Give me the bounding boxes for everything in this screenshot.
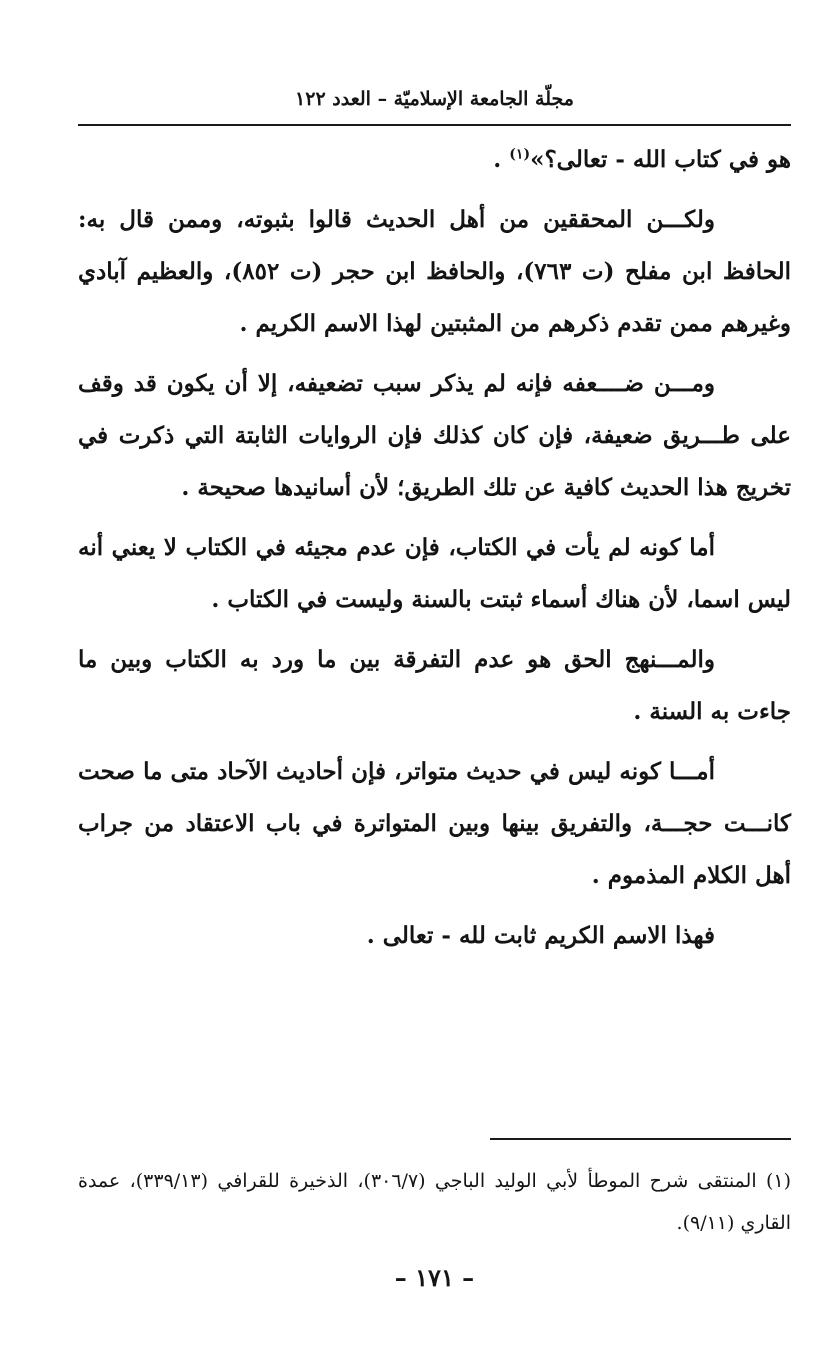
paragraph-5: والمـــنهج الحق هو عدم التفرقة بين ما ورد به الكتاب وبين ما جاءت به السنة . xyxy=(78,646,791,725)
paragraph-4: أما كونه لم يأت في الكتاب، فإن عدم مجيئه في الكتاب لا يعني أنه ليس اسما، لأن هناك أسماء ثبتت بالسنة وليست في الكتاب . xyxy=(78,534,791,613)
paragraph-7: فهذا الاسم الكريم ثابت لله - تعالى . xyxy=(366,922,715,949)
paragraph-3: ومـــن ضــــعفه فإنه لم يذكر سبب تضعيفه، إلا أن يكون قد وقف على طـــريق ضعيفة، فإن كان كذلك فإن الروايات الثابتة التي ذكرت في تخريج هذا الحديث كافية عن تلك الطريق؛ لأن أسانيدها صحيحة . xyxy=(78,370,791,501)
paragraph-1-text: هو في كتاب الله - تعالى؟» xyxy=(530,146,791,173)
paragraph-6: أمـــا كونه ليس في حديث متواتر، فإن أحاديث الآحاد متى ما صحت كانـــت حجـــة، والتفريق بينها وبين المتواترة في باب الاعتقاد من جراب أهل الكلام المذموم . xyxy=(78,758,791,889)
header-rule xyxy=(78,124,791,126)
page-number: – ١٧١ – xyxy=(394,1263,475,1292)
paragraph-1 xyxy=(78,134,791,186)
running-header: مجلّة الجامعة الإسلاميّة – العدد ١٢٢ xyxy=(295,88,574,110)
footnote-rule xyxy=(490,1138,791,1140)
paragraph-1-tail: . xyxy=(493,146,510,173)
paragraph-2: ولكـــن المحققين من أهل الحديث قالوا بثبوته، وممن قال به: الحافظ ابن مفلح (ت ٧٦٣)، والحافظ ابن حجر (ت ٨٥٢)، والعظيم آبادي وغيرهم ممن تقدم ذكرهم من المثبتين لهذا الاسم الكريم . xyxy=(78,206,791,337)
footnote-marker[interactable]: (١) xyxy=(509,146,531,163)
body-text xyxy=(78,134,791,970)
footnote-1: (١) المنتقى شرح الموطأ لأبي الوليد الباجي (٣٠٦/٧)، الذخيرة للقرافي (٣٣٩/١٣)، عمدة القاري (٩/١١). xyxy=(78,1170,792,1234)
